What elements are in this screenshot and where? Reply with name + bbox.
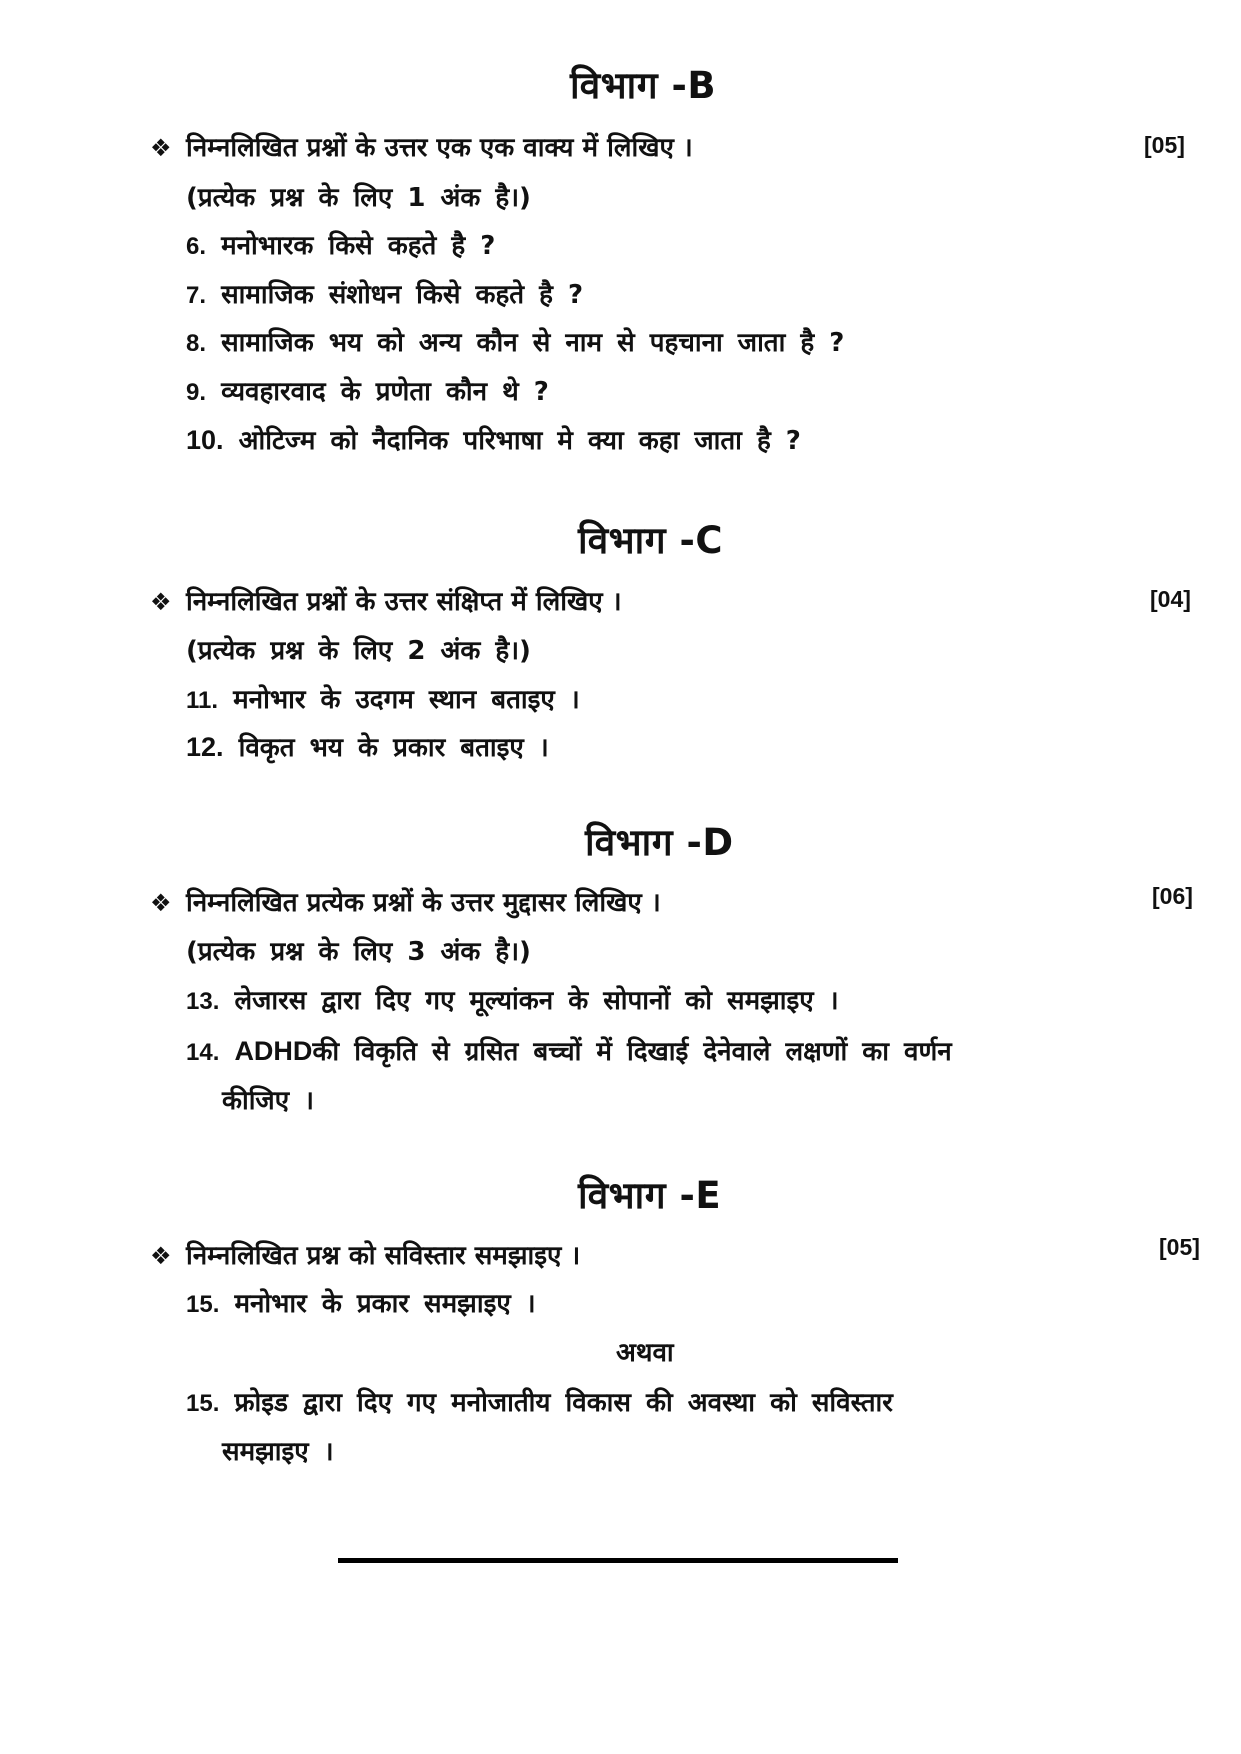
section-b-instruction-text: निम्नलिखित प्रश्नों के उत्तर एक एक वाक्य में लिखिए । — [186, 133, 693, 163]
section-d-instruction — [150, 883, 661, 919]
question-11 — [186, 680, 580, 716]
section-d-note: (प्रत्येक प्रश्न के लिए 3 अंक है।) — [186, 937, 531, 967]
question-text: मनोभारक किसे कहते है ? — [221, 231, 496, 261]
section-c-instruction — [150, 582, 622, 618]
section-b-instruction — [150, 128, 693, 164]
question-number: 7. — [186, 282, 207, 309]
question-number: 12. — [186, 732, 224, 762]
section-e-instruction — [150, 1236, 580, 1272]
section-b-marks: [05] — [1144, 132, 1185, 158]
question-number: 10. — [186, 425, 224, 455]
end-divider — [338, 1558, 898, 1563]
diamond-bullet-icon: ❖ — [150, 134, 172, 162]
section-e-marks: [05] — [1159, 1234, 1200, 1260]
question-number: 9. — [186, 379, 207, 406]
question-number: 6. — [186, 233, 207, 260]
question-15-alternative-continuation: समझाइए । — [222, 1437, 334, 1467]
question-text: विकृत भय के प्रकार बताइए । — [238, 733, 549, 763]
question-12 — [186, 728, 549, 764]
question-text: व्यवहारवाद के प्रणेता कौन थे ? — [221, 377, 549, 407]
question-text: सामाजिक संशोधन किसे कहते है ? — [221, 280, 584, 310]
question-9 — [186, 372, 549, 408]
question-10 — [186, 421, 801, 457]
question-number: 14. — [186, 1039, 220, 1066]
section-d-marks: [06] — [1152, 883, 1193, 909]
section-c-instruction-text: निम्नलिखित प्रश्नों के उत्तर संक्षिप्त में लिखिए । — [186, 587, 622, 617]
section-c-marks: [04] — [1150, 586, 1191, 612]
section-e-title: विभाग -E — [578, 1174, 722, 1217]
question-number: 15. — [186, 1390, 220, 1417]
question-8 — [186, 323, 844, 359]
question-number: 15. — [186, 1291, 220, 1318]
question-text: फ्रोइड द्वारा दिए गए मनोजातीय विकास की अवस्था को सविस्तार — [234, 1388, 893, 1418]
section-e-instruction-text: निम्नलिखित प्रश्न को सविस्तार समझाइए । — [186, 1241, 581, 1271]
question-6 — [186, 226, 495, 262]
section-b-note: (प्रत्येक प्रश्न के लिए 1 अंक है।) — [186, 183, 531, 213]
question-number: 13. — [186, 988, 220, 1015]
question-text: ओटिज्म को नैदानिक परिभाषा मे क्या कहा जाता है ? — [238, 426, 801, 456]
question-14-continuation: कीजिए । — [222, 1086, 315, 1116]
question-text: लेजारस द्वारा दिए गए मूल्यांकन के सोपानों को समझाइए । — [234, 986, 839, 1016]
section-d-title: विभाग -D — [585, 821, 734, 864]
section-b-title: विभाग -B — [570, 64, 717, 107]
question-15-alternative — [186, 1383, 893, 1419]
question-13 — [186, 981, 839, 1017]
question-abbreviation: ADHD — [234, 1036, 313, 1066]
question-text: मनोभार के प्रकार समझाइए । — [234, 1289, 536, 1319]
or-label: अथवा — [616, 1338, 674, 1368]
diamond-bullet-icon: ❖ — [150, 588, 172, 616]
question-14 — [186, 1032, 952, 1068]
question-text: सामाजिक भय को अन्य कौन से नाम से पहचाना जाता है ? — [221, 328, 845, 358]
question-number: 11. — [186, 687, 219, 714]
diamond-bullet-icon: ❖ — [150, 1242, 172, 1270]
question-15 — [186, 1284, 536, 1320]
section-c-title: विभाग -C — [578, 519, 723, 562]
question-text: की विकृति से ग्रसित बच्चों में दिखाई देनेवाले लक्षणों का वर्णन — [312, 1037, 952, 1067]
section-c-note: (प्रत्येक प्रश्न के लिए 2 अंक है।) — [186, 636, 531, 666]
section-d-instruction-text: निम्नलिखित प्रत्येक प्रश्नों के उत्तर मुद्दासर लिखिए । — [186, 888, 661, 918]
diamond-bullet-icon: ❖ — [150, 889, 172, 917]
question-number: 8. — [186, 330, 207, 357]
question-text: मनोभार के उदगम स्थान बताइए । — [233, 685, 580, 715]
question-7 — [186, 275, 583, 311]
